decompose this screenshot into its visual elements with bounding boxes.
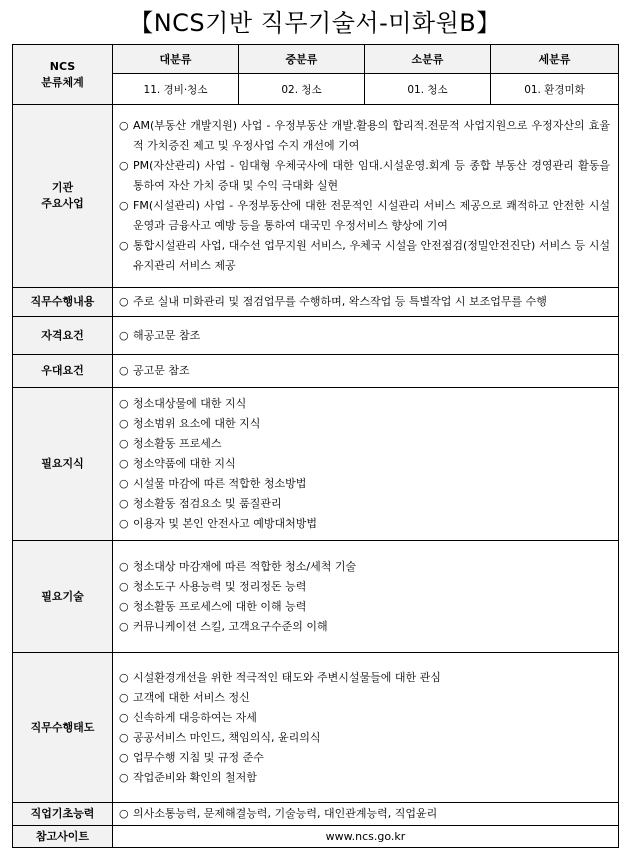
list-item: ○ 시설환경개선을 위한 적극적인 태도와 주변시설물들에 대한 관심	[119, 670, 441, 684]
list-item: ○ 공고문 참조	[119, 364, 190, 377]
list-item: ○ 청소대상물에 대한 지식	[119, 397, 247, 410]
header-detail-category: 세분류	[491, 45, 619, 74]
header-major-category: 대분류	[113, 45, 239, 74]
preference-label: 우대요건	[13, 355, 113, 388]
page-title: 【NCS기반 직무기술서-미화원B】	[129, 9, 501, 37]
business-content	[113, 105, 619, 288]
list-item: ○ 이용자 및 본인 안전사고 예방대처방법	[119, 517, 318, 530]
basic-ability-content	[113, 803, 619, 826]
list-item: ○ 공공서비스 마인드, 책임의식, 윤리의식	[119, 730, 321, 744]
list-item: ○ PM(자산관리) 사업 - 임대형 우체국사에 대한 임대.시설운영.회계 등 종합 부동산 경영관리 활동을 통하여 자산 가치 증대 및 수익 극대화 실현	[119, 159, 610, 192]
skills-label: 필요기술	[13, 541, 113, 653]
preference-content	[113, 355, 619, 388]
list-item: ○ 청소도구 사용능력 및 정리정돈 능력	[119, 579, 307, 593]
list-item: ○ 의사소통능력, 문제해결능력, 기술능력, 대인관계능력, 직업윤리	[119, 807, 438, 820]
value-middle-category: 02. 청소	[239, 74, 365, 105]
qualification-content	[113, 317, 619, 355]
list-item: ○ 청소범위 요소에 대한 지식	[119, 417, 261, 430]
header-minor-category: 소분류	[365, 45, 491, 74]
attitude-content	[113, 653, 619, 803]
list-item: ○ 주로 실내 미화관리 및 점검업무를 수행하며, 왁스작업 등 특별작업 시 보조업무를 수행	[119, 295, 547, 308]
list-item: ○ 신속하게 대응하여는 자세	[119, 710, 257, 724]
duty-label: 직무수행내용	[13, 288, 113, 317]
basic-ability-label: 직업기초능력	[13, 803, 113, 826]
skills-content	[113, 541, 619, 653]
list-item: ○ 시설물 마감에 따른 적합한 청소방법	[119, 477, 307, 490]
knowledge-label: 필요지식	[13, 388, 113, 541]
value-minor-category: 01. 청소	[365, 74, 491, 105]
list-item: ○ 청소약품에 대한 지식	[119, 457, 236, 470]
list-item: ○ 청소활동 점검요소 및 품질관리	[119, 497, 282, 510]
list-item: ○ 커뮤니케이션 스킬, 고객요구수준의 이해	[119, 619, 328, 633]
business-label: 기관 주요사업	[13, 105, 113, 288]
list-item: ○ 청소활동 프로세스	[119, 437, 222, 450]
attitude-label: 직무수행태도	[13, 653, 113, 803]
value-major-category: 11. 경비·청소	[113, 74, 239, 105]
list-item: ○ AM(부동산 개발지원) 사업 - 우정부동산 개발.활용의 합리적.전문적 사업지원으로 우정자산의 효율적 가치증진 제고 및 우정사업 수지 개선에 기여	[119, 119, 610, 152]
reference-site-link[interactable]: www.ncs.go.kr	[113, 826, 619, 848]
ncs-classification-label: NCS 분류체계	[13, 45, 113, 105]
knowledge-content	[113, 388, 619, 541]
list-item: ○ 해공고문 참조	[119, 328, 201, 342]
value-detail-category: 01. 환경미화	[491, 74, 619, 105]
list-item: ○ FM(시설관리) 사업 - 우정부동산에 대한 전문적인 시설관리 서비스 제공으로 쾌적하고 안전한 시설운영과 금융사고 예방 등을 통하여 대국민 우정서비스 향상에 기여	[119, 199, 610, 232]
list-item: ○ 고객에 대한 서비스 정신	[119, 690, 250, 704]
list-item: ○ 청소대상 마감재에 따른 적합한 청소/세척 기술	[119, 559, 357, 573]
qualification-label: 자격요건	[13, 317, 113, 355]
list-item: ○ 통합시설관리 사업, 대수선 업무지원 서비스, 우체국 시설을 안전점검(정밀안전진단) 서비스 등 시설유지관리 서비스 제공	[119, 239, 610, 272]
reference-site-label: 참고사이트	[13, 826, 113, 848]
job-description-table	[12, 44, 619, 848]
list-item: ○ 작업준비와 확인의 철저함	[119, 770, 257, 784]
duty-content	[113, 288, 619, 317]
list-item: ○ 업무수행 지침 및 규정 준수	[119, 750, 264, 764]
list-item: ○ 청소활동 프로세스에 대한 이해 능력	[119, 599, 307, 613]
header-middle-category: 중분류	[239, 45, 365, 74]
